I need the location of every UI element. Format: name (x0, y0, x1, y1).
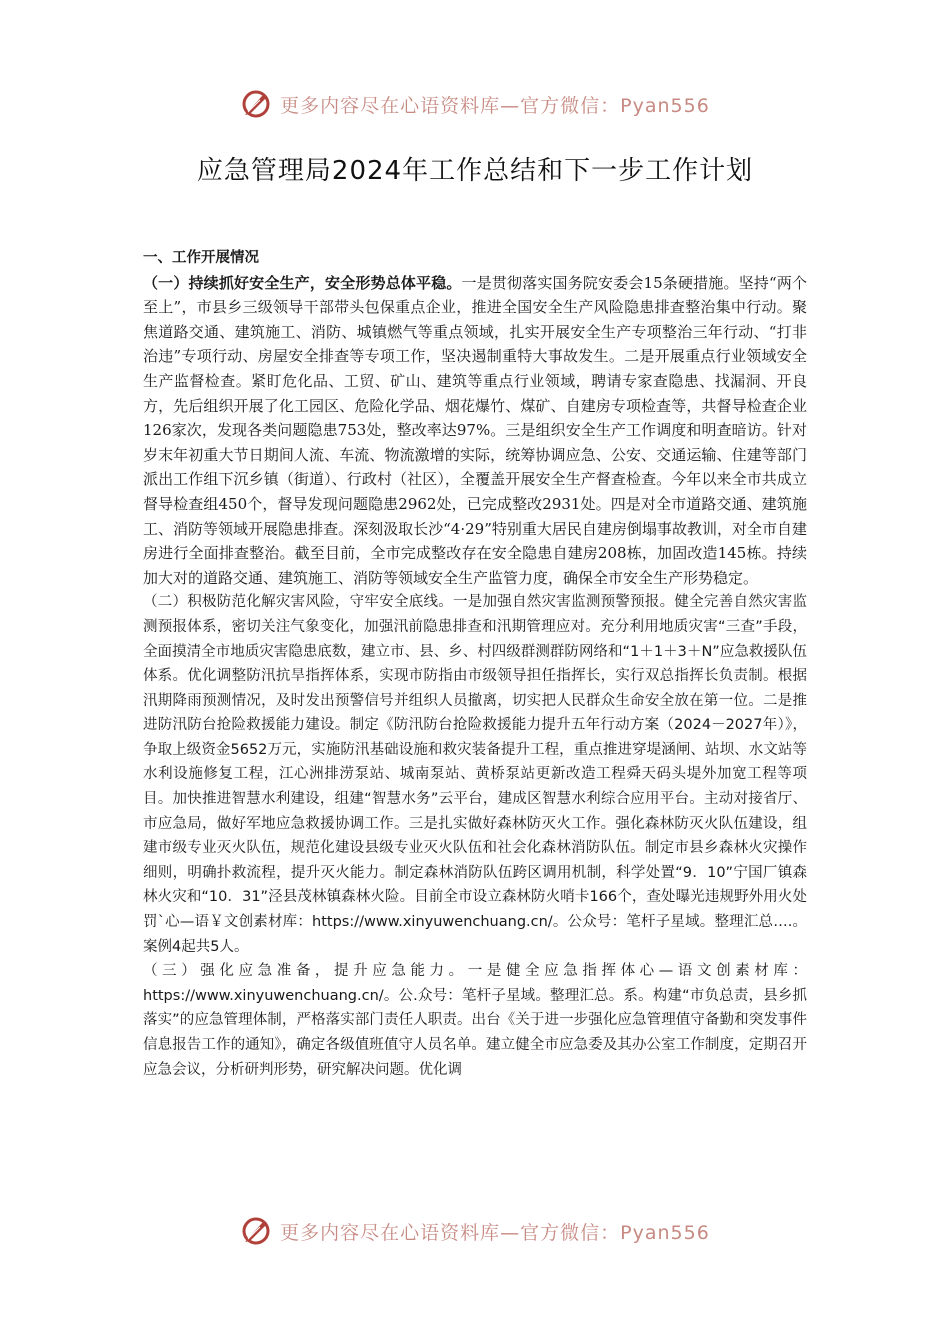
paragraph-lead: （一）持续抓好安全生产，安全形势总体平稳。 (143, 273, 462, 292)
header-watermark-banner (0, 84, 950, 124)
document-body (143, 246, 807, 1082)
paragraph-disaster-prevention: （二）积极防范化解灾害风险，守牢安全底线。一是加强自然灾害监测预警预报。健全完善自然灾害监测预报体系，密切关注气象变化，加强汛前隐患排查和汛期管理应对。充分利用地质灾害“三查”手段，全面摸清全市地质灾害隐患底数，建立市、县、乡、村四级群测群防网络和“1＋1＋3＋N”应急救援队伍体系。优化调整防汛抗旱指挥体系，实现市防指由市级领导担任指挥长，实行双总指挥长负责制。根据汛期降雨预测情况，及时发出预警信号并组织人员撤离，切实把人民群众生命安全放在第一位。二是推进防汛防台抢险救援能力建设。制定《防汛防台抢险救援能力提升五年行动方案（2024－2027年）》，争取上级资金5652万元，实施防汛基础设施和救灾装备提升工程，重点推进穿堤涵闸、站坝、水文站等水利设施修复工程，江心洲排涝泵站、城南泵站、黄桥泵站更新改造工程舜天码头堤外加宽工程等项目。加快推进智慧水利建设，组建“智慧水务”云平台，建成区智慧水利综合应用平台。主动对接省厅、市应急局，做好军地应急救援协调工作。三是扎实做好森林防灭火工作。强化森林防灭火队伍建设，组建市级专业灭火队伍，规范化建设县级专业灭火队伍和社会化森林消防队伍。制定市县乡森林火灾操作细则，明确扑救流程，提升灭火能力。制定森林消防队伍跨区调用机制，科学处置“9．10”宁国厂镇森林火灾和“10．31”泾县茂林镇森林火险。目前全市设立森林防火哨卡166个，查处曝光违规野外用火处罚`心—语￥文创素材库：https://www.xinyuwenchuang.cn/。公众号：笔杆子星域。整理汇总….。案例4起共5人。 (143, 594, 808, 955)
document-title: 应急管理局2024年工作总结和下一步工作计划 (196, 156, 754, 186)
quill-pen-logo-icon (240, 88, 272, 120)
watermark-text: 更多内容尽在心语资料库—官方微信：Pyan556 (280, 1221, 710, 1244)
paragraph-body: 一是贯彻落实国务院安委会15条硬措施。坚持“两个至上”，市县乡三级领导干部带头包保重点企业，推进全国安全生产风险隐患排查整治集中行动。聚焦道路交通、建筑施工、消防、城镇燃气等重点领域，扎实开展安全生产专项整治三年行动、“打非治违”专项行动、房屋安全排查等专项工作，坚决遏制重特大事故发生。二是开展重点行业领域安全生产监督检查。紧盯危化品、工贸、矿山、建筑等重点行业领域，聘请专家查隐患、找漏洞、开良方，先后组织开展了化工园区、危险化学品、烟花爆竹、煤矿、自建房专项检查等，共督导检查企业126家次，发现各类问题隐患753处，整改率达97%。三是组织安全生产工作调度和明查暗访。针对岁末年初重大节日期间人流、车流、物流激增的实际，统筹协调应急、公安、交通运输、住建等部门派出工作组下沉乡镇（街道）、行政村（社区），全覆盖开展安全生产督查检查。今年以来全市共成立督导检查组450个，督导发现问题隐患2962处，已完成整改2931处。四是对全市道路交通、建筑施工、消防等领域开展隐患排查。深刻汲取长沙“4·29”特别重大居民自建房倒塌事故教训，对全市自建房进行全面排查整治。截至目前，全市完成整改存在安全隐患自建房208栋，加固改造145栋。持续加大对的道路交通、建筑施工、消防等领域安全生产监管力度，确保全市安全生产形势稳定。 (143, 273, 807, 587)
section-heading: 一、工作开展情况 (143, 250, 259, 266)
footer-watermark-banner (0, 1211, 950, 1251)
paragraph-emergency-preparedness: （三）强化应急准备，提升应急能力。一是健全应急指挥体心—语文创素材库：https://www.xinyuwenchuang.cn/。公.众号：笔杆子星域。整理汇总。系。构建“市负总责，县乡抓落实”的应急管理体制，严格落实部门责任人职责。出台《关于进一步强化应急管理值守备勤和突发事件信息报告工作的通知》，确定各级值班值守人员名单。建立健全市应急委及其办公室工作制度，定期召开应急会议，分析研判形势，研究解决问题。优化调 (143, 963, 807, 1078)
paragraph-safety-production (143, 271, 807, 591)
quill-pen-logo-icon (240, 1215, 272, 1247)
watermark-text: 更多内容尽在心语资料库—官方微信：Pyan556 (280, 94, 710, 117)
